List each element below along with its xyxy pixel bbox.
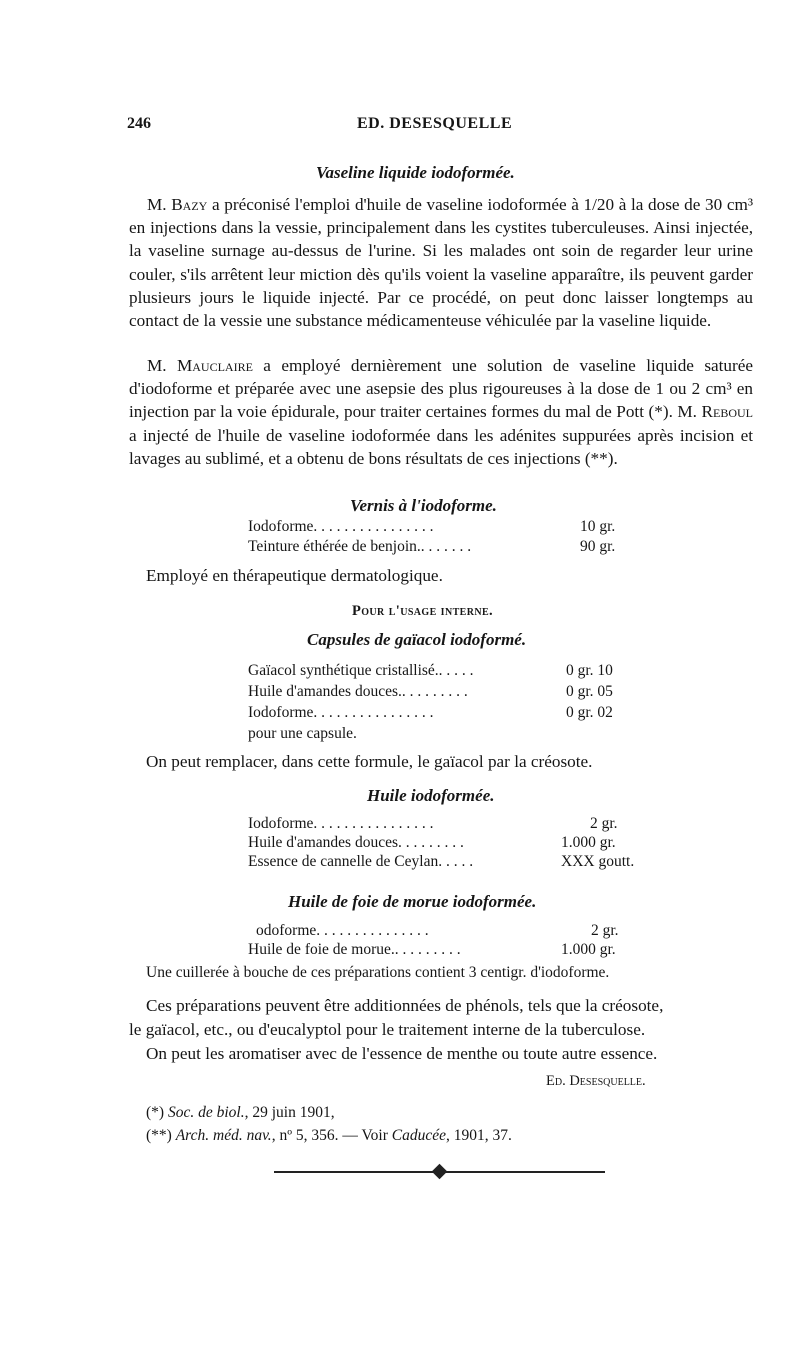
running-title: ED. DESESQUELLE bbox=[357, 115, 513, 132]
section-title-morue: Huile de foie de morue iodoformée. bbox=[288, 892, 537, 911]
paragraph-mauclaire: M. Mauclaire a employé dernièrement une solution de vaseline liquide saturée d'iodoforme et préparée avec une asepsie des plus rigoureuses à la dose de 1 ou 2 cm³ en injection par la voie épidurale, pour traiter certaines formes du mal de Pott (*). M. Reboul a injecté de l'huile de vaseline iodoformée dans les adénites suppurées après incision et lavages au sublimé, et a obtenu de bons résultats de ces injections (**). bbox=[129, 356, 753, 468]
quantity: 0 gr. 02 bbox=[566, 704, 613, 721]
quantity: 2 gr. bbox=[591, 922, 619, 939]
subheading-internal-use: Pour l'usage interne. bbox=[352, 603, 494, 619]
quantity: 90 gr. bbox=[580, 538, 616, 555]
substitution-note: On peut remplacer, dans cette formule, le gaïacol par la créosote. bbox=[146, 752, 593, 771]
closing-line: On peut les aromatiser avec de l'essence de menthe ou toute autre essence. bbox=[146, 1044, 658, 1063]
formula-row bbox=[248, 853, 648, 873]
dose-note: pour une capsule. bbox=[248, 725, 357, 742]
ingredient: Huile de foie de morue.. . . . . . . . . bbox=[248, 941, 461, 958]
ingredient: Huile d'amandes douces. . . . . . . . . bbox=[248, 834, 464, 851]
section-title-vernis: Vernis à l'iodoforme. bbox=[350, 496, 497, 515]
formula-row bbox=[248, 815, 648, 835]
formula-row bbox=[248, 683, 638, 703]
ingredient: Gaïacol synthétique cristallisé.. . . . . bbox=[248, 662, 474, 679]
paragraph-bazy: M. Bazy a préconisé l'emploi d'huile de vaseline iodoformée à 1/20 à la dose de 30 cm³ en injections dans la vessie, principalement dans les cystites tuberculeuses. Ainsi injectée, la vaseline surnage au-dessus de l'urine. Si les malades ont soin de regarder leur urine couler, s'ils arrêtent leur miction dès qu'ils voient la vaseline apparaître, ils peuvent garder plusieurs jours le liquide injecté. Par ce procédé, on peut donc laisser longtemps au contact de la vessie une substance médicamenteuse véhiculée par la vaseline liquide. bbox=[129, 195, 753, 331]
ingredient: odoforme. . . . . . . . . . . . . . . bbox=[256, 922, 429, 939]
formula-row bbox=[248, 662, 638, 682]
quantity: XXX goutt. bbox=[561, 853, 635, 870]
section-title-vaseline: Vaseline liquide iodoformée. bbox=[316, 163, 515, 182]
formula-row bbox=[248, 518, 628, 538]
ingredient: Huile d'amandes douces.. . . . . . . . . bbox=[248, 683, 468, 700]
author-name: Mauclaire bbox=[176, 356, 253, 375]
section-title-huile: Huile iodoformée. bbox=[367, 786, 495, 805]
formula-row bbox=[256, 922, 636, 942]
diamond-ornament-icon bbox=[432, 1164, 448, 1180]
quantity: 0 gr. 05 bbox=[566, 683, 613, 700]
closing-line: le gaïacol, etc., ou d'eucalyptol pour le traitement interne de la tuberculose. bbox=[129, 1020, 646, 1039]
quantity: 0 gr. 10 bbox=[566, 662, 613, 679]
usage-note: Employé en thérapeutique dermatologique. bbox=[146, 566, 443, 585]
formula-row bbox=[248, 704, 638, 724]
author-name: Bazy bbox=[171, 195, 208, 214]
quantity: 1.000 gr. bbox=[561, 834, 616, 851]
author-name: Reboul bbox=[701, 402, 753, 422]
quantity: 2 gr. bbox=[590, 815, 618, 832]
signature: Ed. Desesquelle. bbox=[546, 1073, 646, 1089]
dose-note: Une cuillerée à bouche de ces préparations contient 3 centigr. d'iodoforme. bbox=[146, 964, 610, 981]
quantity: 10 gr. bbox=[580, 518, 616, 535]
ingredient: Iodoforme. . . . . . . . . . . . . . . . bbox=[248, 815, 434, 832]
quantity: 1.000 gr. bbox=[561, 941, 616, 958]
ingredient: Iodoforme. . . . . . . . . . . . . . . . bbox=[248, 518, 434, 535]
ingredient: Iodoforme. . . . . . . . . . . . . . . . bbox=[248, 704, 434, 721]
ingredient: Teinture éthérée de benjoin.. . . . . . . bbox=[248, 538, 472, 555]
ingredient: Essence de cannelle de Ceylan. . . . . bbox=[248, 853, 474, 870]
section-title-capsules: Capsules de gaïacol iodoformé. bbox=[307, 630, 527, 649]
formula-row bbox=[248, 941, 636, 961]
closing-line: Ces préparations peuvent être additionnées de phénols, tels que la créosote, bbox=[146, 996, 664, 1015]
footnote: (*) Soc. de biol., 29 juin 1901, bbox=[146, 1104, 335, 1121]
footnote: (**) Arch. méd. nav., nº 5, 356. — Voir Caducée, 1901, 37. bbox=[146, 1127, 512, 1144]
formula-row bbox=[248, 834, 648, 854]
formula-row bbox=[248, 538, 628, 558]
page-number: 246 bbox=[127, 115, 151, 132]
